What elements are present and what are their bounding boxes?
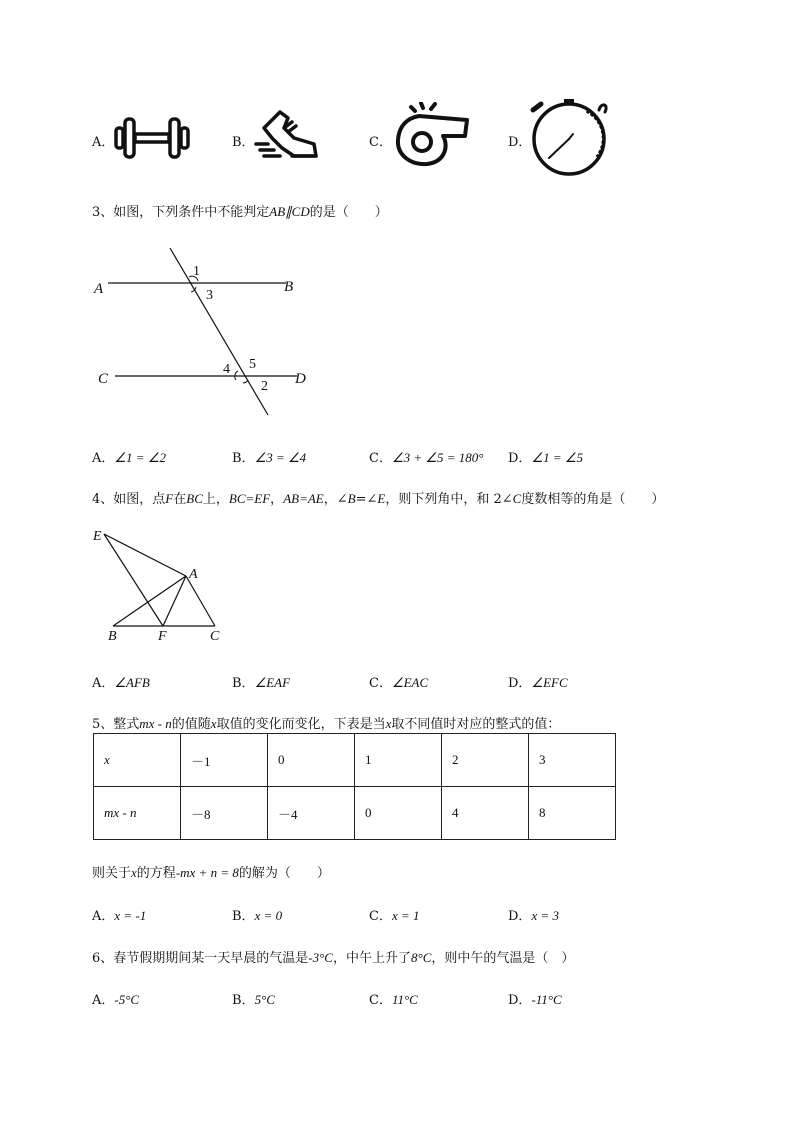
q6-option-c: C．11°C	[369, 992, 418, 1008]
table-cell: 3	[529, 734, 616, 787]
point-b-label-q4: B	[108, 629, 117, 644]
q5-option-c: C．x = 1	[369, 908, 420, 924]
angle-2-arc	[243, 380, 248, 383]
q6-option-d: D．-11°C	[508, 992, 562, 1008]
table-cell: 2	[442, 734, 529, 787]
transversal	[170, 248, 268, 415]
point-c-label-q4: C	[210, 629, 220, 644]
q4-option-a: A．∠AFB	[92, 675, 150, 691]
table-cell: mx - n	[94, 787, 181, 840]
q3-option-a: A．∠1 = ∠2	[92, 450, 166, 466]
running-shoe-icon	[254, 108, 322, 166]
table-cell: －1	[181, 734, 268, 787]
q4-option-d: D．∠EFC	[508, 675, 568, 691]
q3-figure	[90, 240, 320, 420]
q4-figure	[90, 526, 230, 646]
dumbbell-icon	[113, 116, 191, 160]
q3-stem-math: AB∥CD	[269, 204, 310, 219]
q2-option-a-label: A．	[92, 135, 115, 150]
q5-option-b: B．x = 0	[232, 908, 283, 924]
q2-option-b-label: B．	[232, 135, 255, 150]
angle-2-label: 2	[261, 379, 268, 394]
q3-option-b: B．∠3 = ∠4	[232, 450, 307, 466]
q2-option-c-label: C．	[369, 135, 392, 150]
q5-stem: 5、整式mx - n的值随x取值的变化而变化，下表是当x取不同值时对应的整式的值：	[92, 716, 561, 732]
q3-option-c: C．∠3 + ∠5 = 180°	[369, 450, 484, 466]
segment-ea	[104, 534, 186, 576]
q4-stem: 4、如图，点F在BC上，BC=EF，AB=AE，∠B=∠E，则下列角中，和 2∠C度数相等的角是（ ）	[92, 491, 665, 507]
q3-option-d: D．∠1 = ∠5	[508, 450, 584, 466]
table-cell: 1	[355, 734, 442, 787]
stopwatch-icon	[529, 96, 613, 178]
q4-option-b: B．∠EAF	[232, 675, 291, 691]
point-b-label: B	[284, 279, 294, 295]
point-f-label: F	[158, 629, 167, 644]
point-c-label: C	[98, 371, 109, 387]
q2-option-d-label: D．	[508, 135, 532, 150]
q6-option-b: B．5°C	[232, 992, 275, 1008]
table-cell: 8	[529, 787, 616, 840]
point-e-label: E	[93, 529, 102, 544]
q5-option-d: D．x = 3	[508, 908, 559, 924]
table-cell: 0	[355, 787, 442, 840]
angle-5-label: 5	[249, 357, 256, 372]
q5-value-table	[93, 733, 616, 840]
table-cell: x	[94, 734, 181, 787]
table-cell: －8	[181, 787, 268, 840]
q6-option-a: A．-5°C	[92, 992, 140, 1008]
q5-follow-up: 则关于x的方程-mx + n = 8的解为（ ）	[92, 865, 330, 881]
whistle-icon	[389, 102, 471, 168]
table-cell: －4	[268, 787, 355, 840]
q5-option-a: A．x = -1	[92, 908, 147, 924]
table-cell: 4	[442, 787, 529, 840]
angle-3-label: 3	[206, 288, 213, 303]
point-d-label: D	[295, 371, 306, 387]
table-row	[94, 787, 616, 840]
table-row	[94, 734, 616, 787]
angle-4-label: 4	[223, 362, 230, 377]
segment-ac	[186, 576, 215, 626]
table-cell: 0	[268, 734, 355, 787]
angle-1-label: 1	[193, 264, 200, 279]
point-a-label-q4: A	[189, 567, 198, 582]
q6-stem: 6、春节假期期间某一天早晨的气温是-3°C，中午上升了8°C，则中午的气温是（ ）	[92, 950, 575, 966]
q4-option-c: C．∠EAC	[369, 675, 429, 691]
q3-stem: 3、如图，下列条件中不能判定AB∥CD的是（ ）	[92, 204, 388, 220]
point-a-label: A	[94, 281, 104, 297]
